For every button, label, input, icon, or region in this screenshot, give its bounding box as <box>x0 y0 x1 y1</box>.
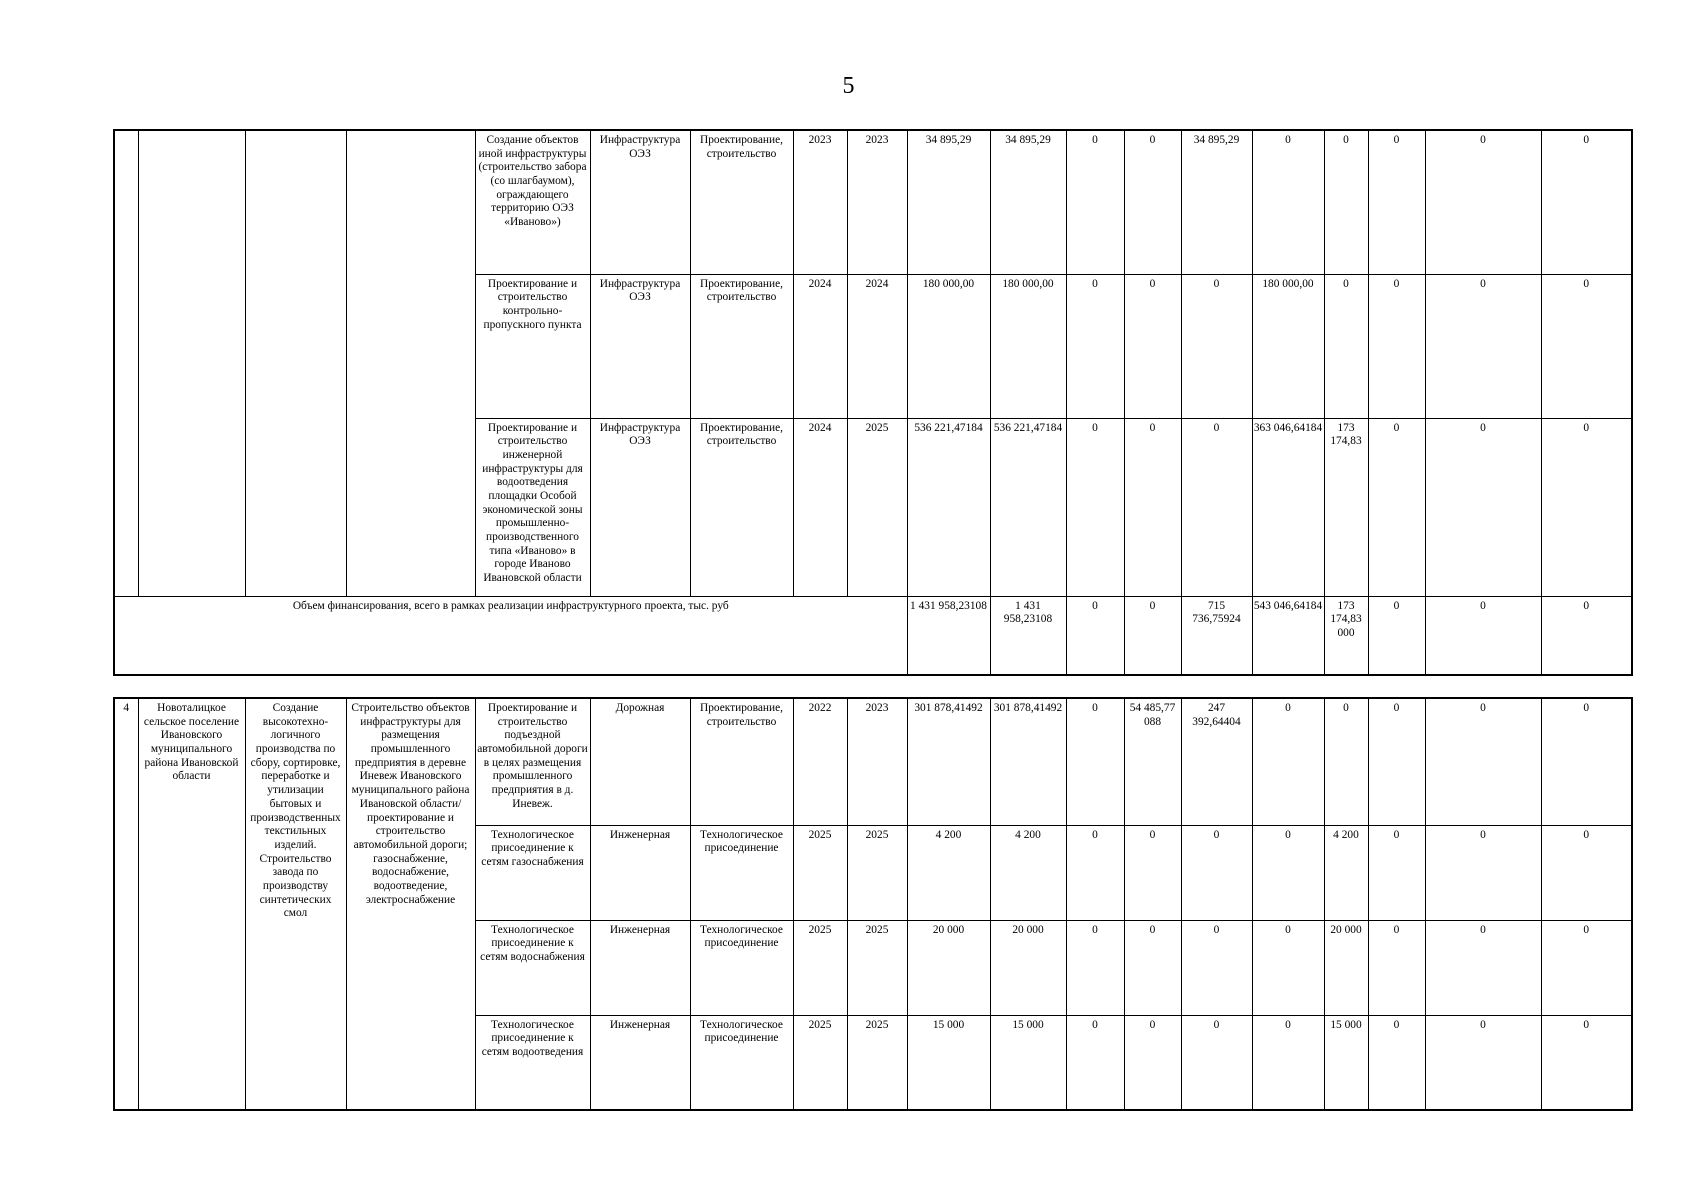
cell-value: 0 <box>1425 418 1541 596</box>
cell-total-value: 0 <box>1368 596 1425 675</box>
cell-value: 0 <box>1252 1015 1324 1110</box>
cell-start-year: 2025 <box>793 1015 847 1110</box>
cell-total-label: Объем финансирования, всего в рамках реализации инфраструктурного проекта, тыс. руб <box>114 596 907 675</box>
cell-value: 0 <box>1368 418 1425 596</box>
cell-value: 0 <box>1066 130 1124 274</box>
cell-value: 0 <box>1066 274 1124 418</box>
cell-value: 15 000 <box>990 1015 1066 1110</box>
cell-value: 0 <box>1181 274 1252 418</box>
cell-start-year: 2025 <box>793 920 847 1015</box>
cell-value: 54 485,77 088 <box>1124 698 1181 825</box>
cell-end-year: 2025 <box>847 1015 907 1110</box>
cell-value: 0 <box>1541 130 1632 274</box>
cell-measure: Технологическое присоединение к сетям водоснабжения <box>475 920 590 1015</box>
cell-value: 0 <box>1541 274 1632 418</box>
cell-total-value: 0 <box>1425 596 1541 675</box>
cell-work-type: Проектирование, строительство <box>690 274 793 418</box>
cell-measure: Технологическое присоединение к сетям газоснабжения <box>475 825 590 920</box>
cell-value: 0 <box>1425 920 1541 1015</box>
cell-number: 4 <box>114 698 138 1110</box>
cell-measure: Проектирование и строительство контрольно-пропускного пункта <box>475 274 590 418</box>
cell-work-type: Проектирование, строительство <box>690 130 793 274</box>
page-number: 5 <box>842 73 855 99</box>
cell-value: 0 <box>1124 130 1181 274</box>
cell-work-type: Проектирование, строительство <box>690 418 793 596</box>
cell-object: Строительство объектов инфраструктуры для размещения промышленного предприятия в деревне Иневеж Ивановского муниципального района Ивановской области/проектирование и строительство автомобильной дороги; газоснабжение, водоснабжение, водоотведение, электроснабжение <box>346 698 475 1110</box>
cell-value: 0 <box>1181 825 1252 920</box>
cell-infrastructure-type: Инфраструктура ОЭЗ <box>590 418 690 596</box>
cell-value: 180 000,00 <box>1252 274 1324 418</box>
financing-table-project-4 <box>113 697 1633 1111</box>
cell-infrastructure-type: Инженерная <box>590 1015 690 1110</box>
cell-value: 34 895,29 <box>1181 130 1252 274</box>
cell-value: 0 <box>1124 274 1181 418</box>
cell-value: 0 <box>1541 418 1632 596</box>
cell-value: 0 <box>1066 920 1124 1015</box>
cell-value: 0 <box>1324 698 1368 825</box>
cell-value: 0 <box>1368 698 1425 825</box>
cell-measure: Создание объектов иной инфраструктуры (строительство забора (со шлагбаумом), ограждающего территорию ОЭЗ «Иваново») <box>475 130 590 274</box>
cell-value: 180 000,00 <box>907 274 990 418</box>
cell-value: 247 392,64404 <box>1181 698 1252 825</box>
cell-value: 0 <box>1124 920 1181 1015</box>
cell-end-year: 2025 <box>847 418 907 596</box>
cell-value: 0 <box>1368 274 1425 418</box>
cell-work-type: Технологическое присоединение <box>690 1015 793 1110</box>
cell-value: 4 200 <box>990 825 1066 920</box>
cell-project: Создание высокотехно-логичного производства по сбору, сортировке, переработке и утилизации бытовых и производственных текстильных изделий. Строительство завода по производству синтетических смол <box>245 698 346 1110</box>
cell-municipality: Новоталицкое сельское поселение Ивановского муниципального района Ивановской области <box>138 698 245 1110</box>
cell-measure: Проектирование и строительство подъездной автомобильной дороги в целях размещения промышленного предприятия в д. Иневеж. <box>475 698 590 825</box>
cell-value: 34 895,29 <box>990 130 1066 274</box>
cell-value: 0 <box>1324 130 1368 274</box>
cell-start-year: 2024 <box>793 274 847 418</box>
cell-value: 0 <box>1324 274 1368 418</box>
cell-value: 0 <box>1066 698 1124 825</box>
table-total-row <box>114 596 1632 675</box>
cell-value: 0 <box>1425 825 1541 920</box>
cell-value: 0 <box>1124 1015 1181 1110</box>
cell-value: 20 000 <box>907 920 990 1015</box>
cell-value: 0 <box>1425 130 1541 274</box>
cell-total-value: 0 <box>1541 596 1632 675</box>
cell-start-year: 2022 <box>793 698 847 825</box>
cell-measure: Проектирование и строительство инженерной инфраструктуры для водоотведения площадки Особой экономической зоны промышленно-производственного типа «Иваново» в городе Иваново Ивановской области <box>475 418 590 596</box>
cell-value: 0 <box>1252 130 1324 274</box>
cell-value: 0 <box>1541 825 1632 920</box>
cell-value: 0 <box>1368 1015 1425 1110</box>
cell-value: 0 <box>1368 825 1425 920</box>
cell-value: 20 000 <box>1324 920 1368 1015</box>
cell-total-value: 1 431 958,23108 <box>990 596 1066 675</box>
cell-infrastructure-type: Инженерная <box>590 825 690 920</box>
cell-infrastructure-type: Инженерная <box>590 920 690 1015</box>
cell-project <box>245 130 346 596</box>
cell-value: 536 221,47184 <box>990 418 1066 596</box>
cell-end-year: 2025 <box>847 920 907 1015</box>
cell-value: 0 <box>1252 825 1324 920</box>
cell-value: 0 <box>1368 920 1425 1015</box>
cell-object <box>346 130 475 596</box>
cell-end-year: 2023 <box>847 698 907 825</box>
cell-value: 15 000 <box>1324 1015 1368 1110</box>
cell-value: 536 221,47184 <box>907 418 990 596</box>
cell-value: 0 <box>1425 1015 1541 1110</box>
cell-value: 0 <box>1124 825 1181 920</box>
cell-start-year: 2023 <box>793 130 847 274</box>
cell-total-value: 0 <box>1124 596 1181 675</box>
cell-value: 301 878,41492 <box>907 698 990 825</box>
cell-value: 4 200 <box>1324 825 1368 920</box>
cell-total-value: 1 431 958,23108 <box>907 596 990 675</box>
cell-total-value: 0 <box>1066 596 1124 675</box>
cell-value: 20 000 <box>990 920 1066 1015</box>
cell-start-year: 2024 <box>793 418 847 596</box>
cell-value: 301 878,41492 <box>990 698 1066 825</box>
cell-value: 0 <box>1181 418 1252 596</box>
cell-value: 0 <box>1425 698 1541 825</box>
cell-end-year: 2024 <box>847 274 907 418</box>
cell-value: 0 <box>1252 698 1324 825</box>
cell-value: 0 <box>1066 825 1124 920</box>
table-row <box>114 130 1632 274</box>
cell-start-year: 2025 <box>793 825 847 920</box>
cell-value: 0 <box>1066 1015 1124 1110</box>
cell-value: 4 200 <box>907 825 990 920</box>
cell-value: 180 000,00 <box>990 274 1066 418</box>
cell-value: 363 046,64184 <box>1252 418 1324 596</box>
cell-value: 0 <box>1066 418 1124 596</box>
cell-value: 0 <box>1541 1015 1632 1110</box>
cell-value: 0 <box>1541 698 1632 825</box>
cell-infrastructure-type: Инфраструктура ОЭЗ <box>590 274 690 418</box>
cell-value: 15 000 <box>907 1015 990 1110</box>
cell-infrastructure-type: Дорожная <box>590 698 690 825</box>
cell-work-type: Технологическое присоединение <box>690 920 793 1015</box>
cell-work-type: Проектирование, строительство <box>690 698 793 825</box>
cell-municipality <box>138 130 245 596</box>
cell-value: 0 <box>1541 920 1632 1015</box>
cell-value: 0 <box>1181 920 1252 1015</box>
cell-total-value: 173 174,83 000 <box>1324 596 1368 675</box>
financing-table-continued <box>113 129 1633 676</box>
cell-infrastructure-type: Инфраструктура ОЭЗ <box>590 130 690 274</box>
cell-measure: Технологическое присоединение к сетям водоотведения <box>475 1015 590 1110</box>
cell-value: 0 <box>1124 418 1181 596</box>
cell-value: 0 <box>1368 130 1425 274</box>
cell-total-value: 715 736,75924 <box>1181 596 1252 675</box>
cell-value: 0 <box>1252 920 1324 1015</box>
cell-end-year: 2023 <box>847 130 907 274</box>
cell-total-value: 543 046,64184 <box>1252 596 1324 675</box>
cell-value: 34 895,29 <box>907 130 990 274</box>
cell-number <box>114 130 138 596</box>
cell-end-year: 2025 <box>847 825 907 920</box>
table-row <box>114 698 1632 825</box>
cell-work-type: Технологическое присоединение <box>690 825 793 920</box>
cell-value: 173 174,83 <box>1324 418 1368 596</box>
cell-value: 0 <box>1181 1015 1252 1110</box>
cell-value: 0 <box>1425 274 1541 418</box>
